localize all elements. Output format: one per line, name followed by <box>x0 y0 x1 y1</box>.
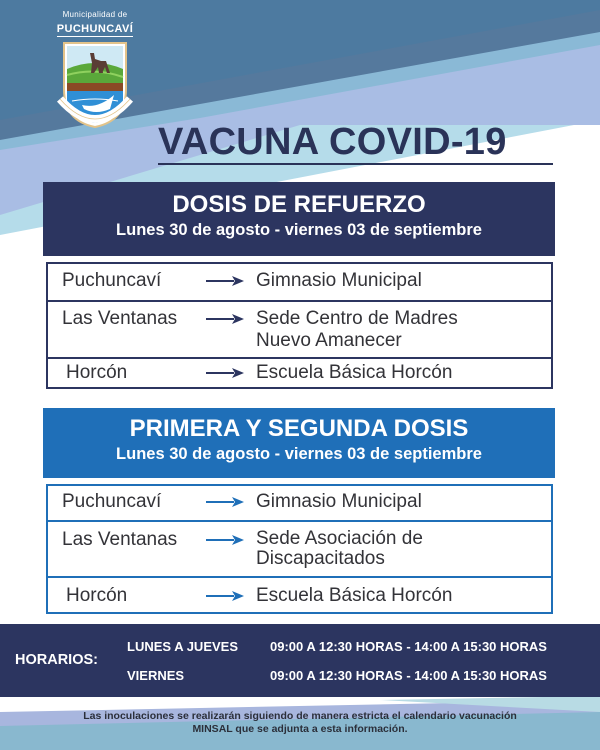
footnote <box>0 710 600 736</box>
schedule-hours: 09:00 A 12:30 HORAS - 14:00 A 15:30 HORAS <box>270 639 547 654</box>
location-destination <box>252 529 551 569</box>
destination-line: Escuela Básica Horcón <box>256 585 453 606</box>
destination-line: Gimnasio Municipal <box>256 491 422 512</box>
booster-banner <box>43 182 555 256</box>
arrow-right-icon <box>206 585 252 607</box>
location-place: Horcón <box>66 362 128 383</box>
schedule-row <box>127 639 547 654</box>
booster-dates: Lunes 30 de agosto - viernes 03 de septiembre <box>116 221 482 239</box>
schedule-hours: 09:00 A 12:30 HORAS - 14:00 A 15:30 HORAS <box>270 668 547 683</box>
booster-locations-table <box>46 262 553 389</box>
location-place: Puchuncaví <box>62 491 162 512</box>
table-row <box>48 486 551 520</box>
municipality-logo <box>45 10 145 135</box>
booster-title: DOSIS DE REFUERZO <box>172 191 426 218</box>
title-underline <box>158 163 553 165</box>
location-place: Las Ventanas <box>62 308 178 329</box>
page-title: VACUNA COVID-19 <box>158 121 507 163</box>
arrow-right-icon <box>206 491 252 513</box>
location-place: Puchuncaví <box>62 270 162 291</box>
schedule-days: LUNES A JUEVES <box>127 639 239 654</box>
schedule-days: VIERNES <box>127 668 185 683</box>
footnote-line-2: MINSAL que se adjunta a esta información. <box>192 723 408 735</box>
arrow-right-icon <box>206 529 252 551</box>
table-row <box>48 300 551 357</box>
first-second-dates: Lunes 30 de agosto - viernes 03 de septiembre <box>116 445 482 463</box>
schedule-bar <box>0 624 600 697</box>
table-row <box>48 357 551 387</box>
location-destination <box>252 362 551 384</box>
location-destination <box>252 491 551 513</box>
destination-line: Sede Centro de Madres <box>256 308 458 329</box>
location-destination <box>252 585 551 607</box>
schedule-label: HORARIOS: <box>15 652 98 668</box>
destination-line-2: Nuevo Amanecer <box>256 330 402 351</box>
seal-emblem-icon <box>50 39 140 131</box>
location-place: Las Ventanas <box>62 529 178 550</box>
arrow-right-icon <box>206 270 252 292</box>
arrow-right-icon <box>206 362 252 384</box>
destination-line: Gimnasio Municipal <box>256 270 422 291</box>
destination-line: Sede Asociación de <box>256 528 423 549</box>
location-destination <box>252 270 551 292</box>
schedule-row <box>127 668 547 683</box>
table-row <box>48 576 551 612</box>
table-row <box>48 264 551 300</box>
logo-prefix: Municipalidad de <box>62 10 128 19</box>
first-second-dose-banner <box>43 408 555 478</box>
destination-line: Escuela Básica Horcón <box>256 362 453 383</box>
arrow-right-icon <box>206 308 252 330</box>
table-row <box>48 520 551 576</box>
first-second-locations-table <box>46 484 553 614</box>
destination-line-2: Discapacitados <box>256 548 385 569</box>
footnote-line-1: Las inoculaciones se realizarán siguiendo de manera estricta el calendario vacunación <box>83 710 517 722</box>
logo-name: PUCHUNCAVÍ <box>56 23 134 35</box>
location-place: Horcón <box>66 585 128 606</box>
first-second-title: PRIMERA Y SEGUNDA DOSIS <box>129 415 469 442</box>
location-destination <box>252 308 551 352</box>
